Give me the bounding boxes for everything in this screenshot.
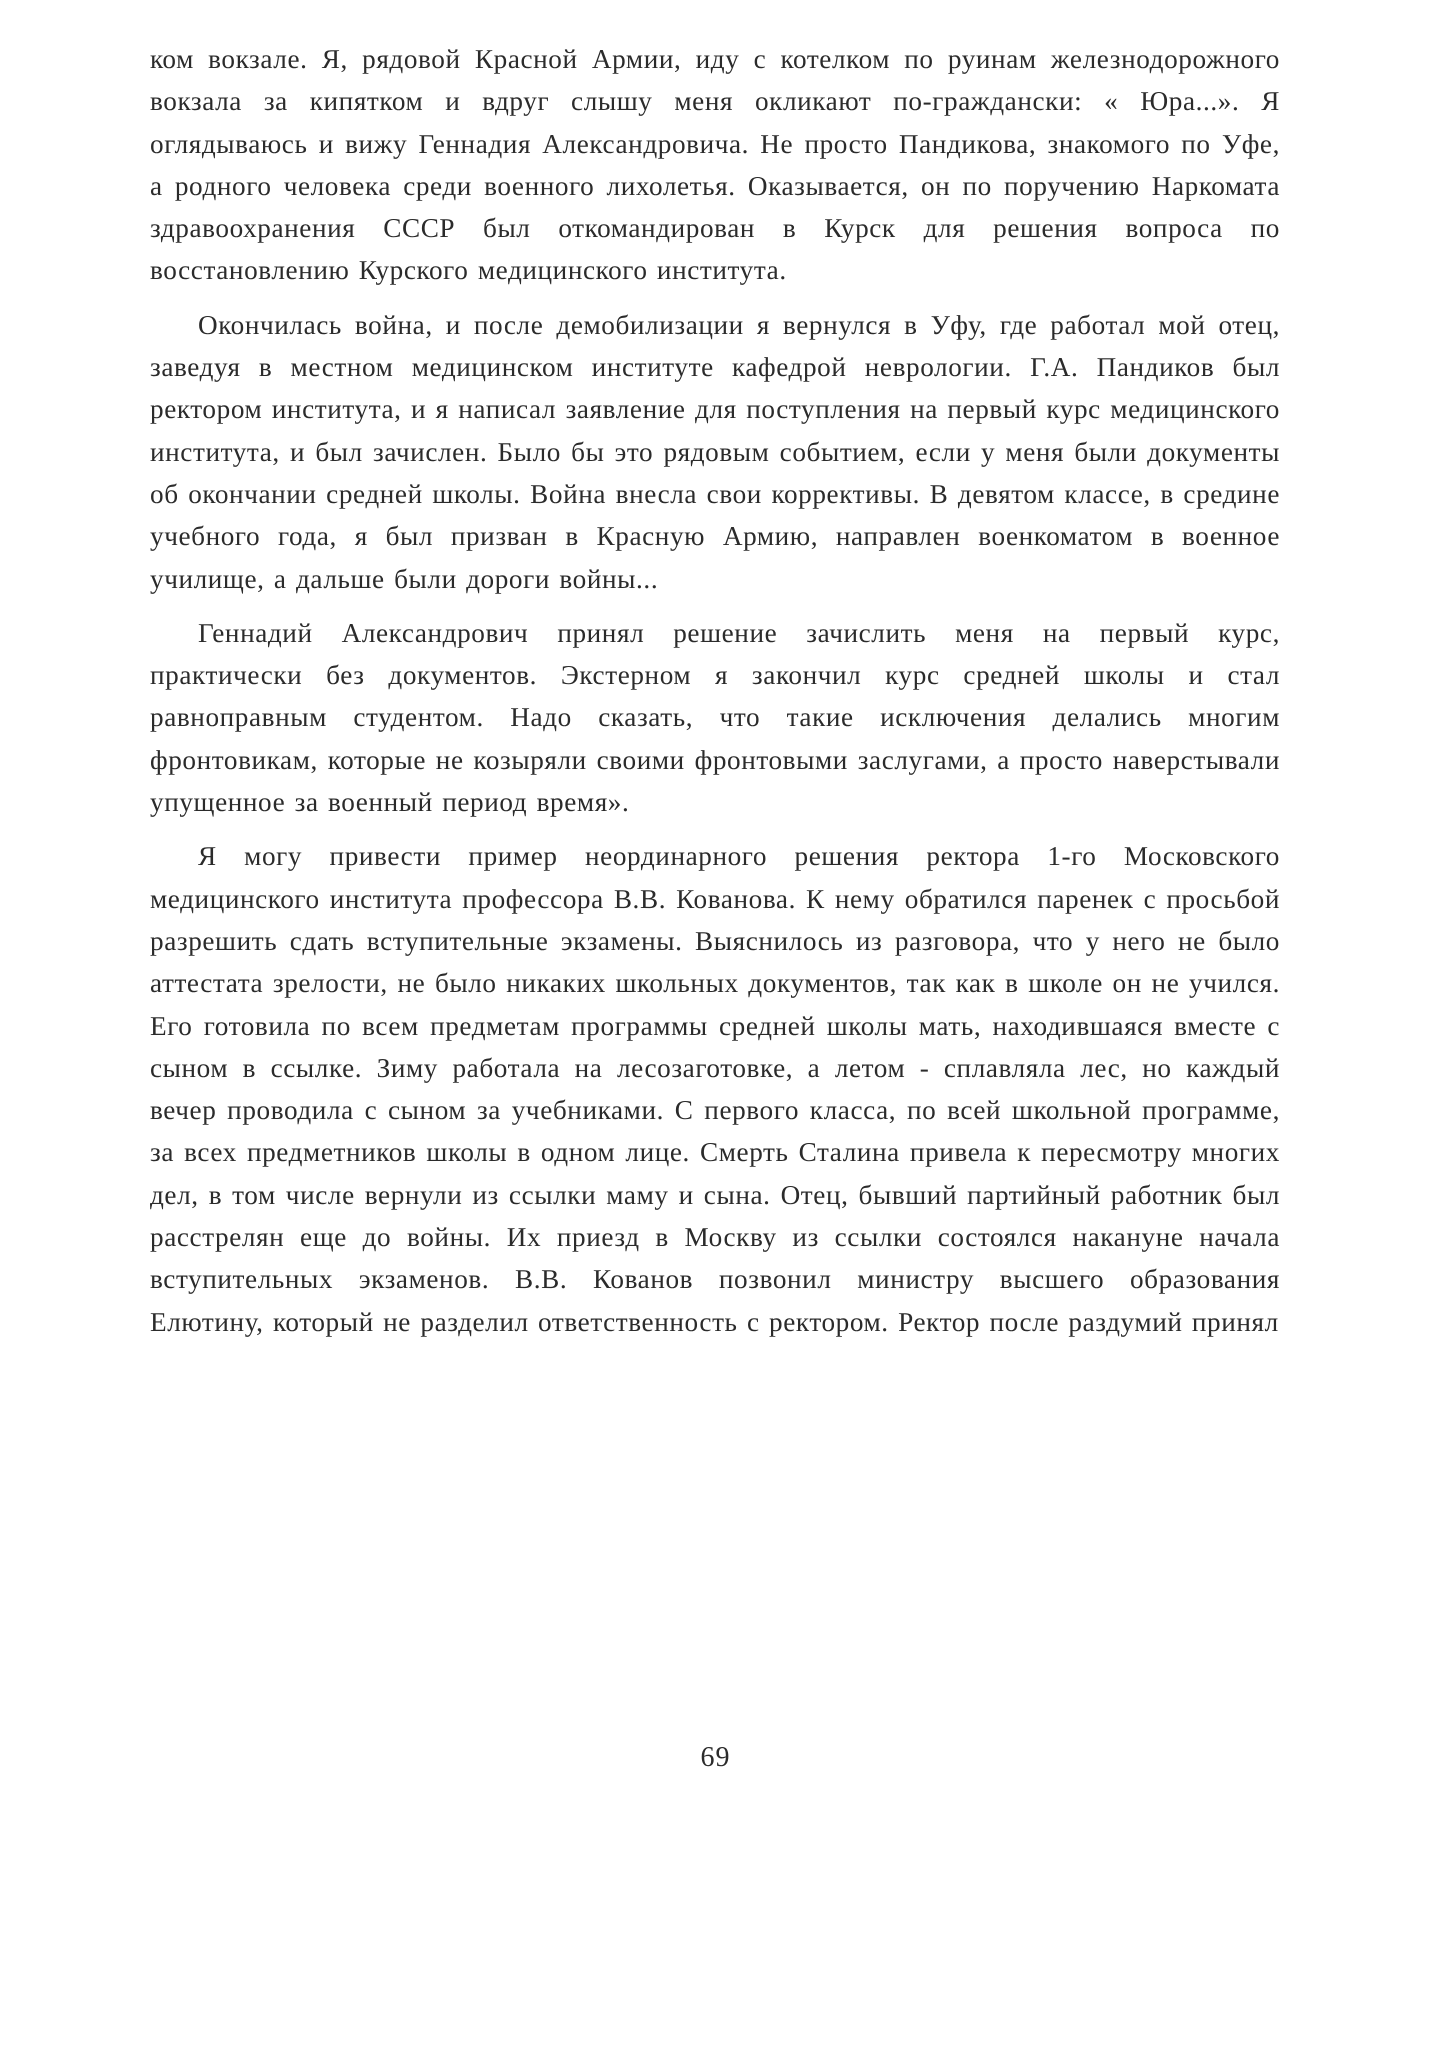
page-number: 69 [700, 1742, 731, 1773]
paragraph-4: Я могу привести пример неординарного решения ректора 1-го Московского медицинского института профессора В.В. Кованова. К нему обратился паренек с просьбой разрешить сдать вступительные экзамены. Выяснилось из разговора, что у него не было аттестата зрелости, не было никаких школьных документов, так как в школе он не учился. Его готовила по всем предметам программы средней школы мать, находившаяся вместе с сыном в ссылке. Зиму работала на лесозаготовке, а летом - сплавляла лес, но каждый вечер проводила с сыном за учебниками. С первого класса, по всей школьной программе, за всех предметников школы в одном лице. Смерть Сталина привела к пересмотру многих дел, в том числе вернули из ссылки маму и сына. Отец, бывший партийный работник был расстрелян еще до войны. Их приезд в Москву из ссылки состоялся накануне начала вступительных экзаменов. В.В. Кованов позвонил министру высшего образования Елютину, который не разделил ответственность с ректором. Ректор после раздумий принял [150, 841, 1280, 1337]
body-text [150, 38, 1280, 1343]
paragraph-3: Геннадий Александрович принял решение зачислить меня на первый курс, практически без документов. Экстерном я закончил курс средней школы и стал равноправным студентом. Надо сказать, что такие исключения делались многим фронтовикам, которые не козыряли своими фронтовыми заслугами, а просто наверстывали упущенное за военный период время». [150, 617, 1280, 818]
paragraph-1: ком вокзале. Я, рядовой Красной Армии, иду с котелком по руинам железнодорожного вокзала за кипятком и вдруг слышу меня окликают по-граждански: « Юра...». Я оглядываюсь и вижу Геннадия Александровича. Не просто Пандикова, знакомого по Уфе, а родного человека среди военного лихолетья. Оказывается, он по поручению Наркомата здравоохранения СССР был откомандирован в Курск для решения вопроса по восстановлению Курского медицинского института. [150, 44, 1280, 286]
paragraph-2: Окончилась война, и после демобилизации я вернулся в Уфу, где работал мой отец, заведуя в местном медицинском институте кафедрой неврологии. Г.А. Пандиков был ректором института, и я написал заявление для поступления на первый курс медицинского института, и был зачислен. Было бы это рядовым событием, если у меня были документы об окончании средней школы. Война внесла свои коррективы. В девятом классе, в средине учебного года, я был призван в Красную Армию, направлен военкоматом в военное училище, а дальше были дороги войны... [150, 309, 1280, 594]
